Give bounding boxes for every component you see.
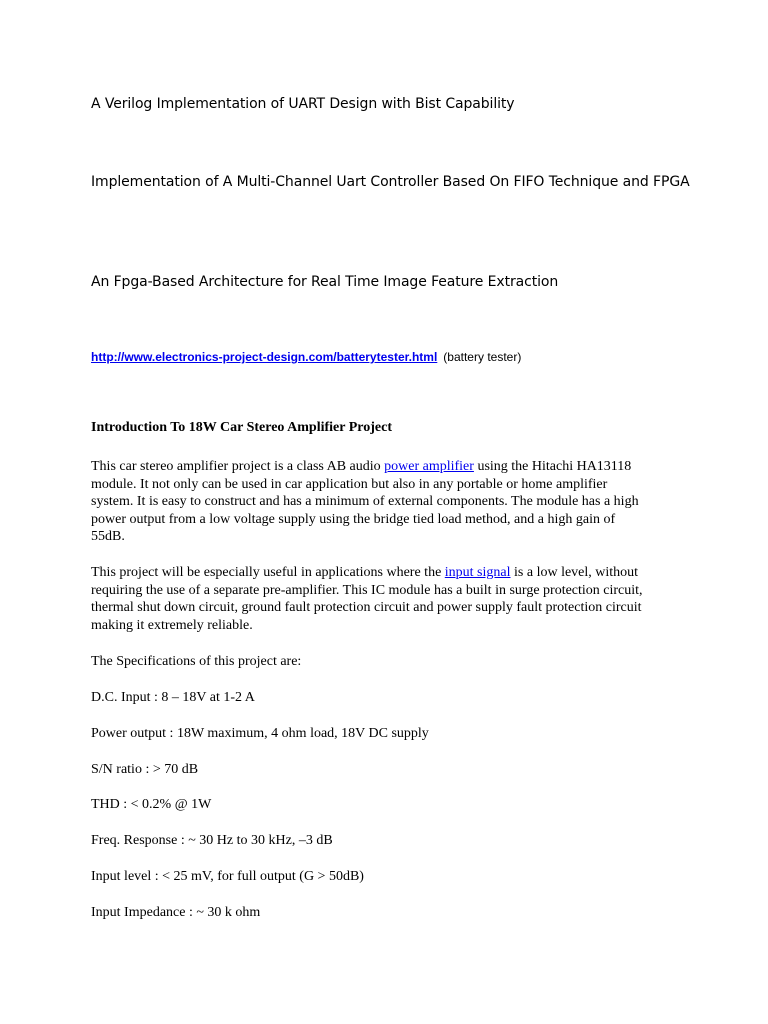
battery-tester-note: (battery tester)	[443, 350, 522, 364]
article-title: Introduction To 18W Car Stereo Amplifier Project	[91, 420, 392, 435]
paragraph-usage	[91, 564, 651, 634]
battery-tester-link-line	[91, 350, 521, 364]
spec-freq-response: Freq. Response : ~ 30 Hz to 30 kHz, –3 dB	[91, 833, 333, 848]
heading-multichannel-uart: Implementation of A Multi-Channel Uart Controller Based On FIFO Technique and FPGA	[91, 174, 690, 190]
power-amplifier-link[interactable]: power amplifier	[384, 459, 474, 474]
spec-sn-ratio: S/N ratio : > 70 dB	[91, 762, 199, 777]
spec-power-output: Power output : 18W maximum, 4 ohm load, 18V DC supply	[91, 726, 429, 741]
spec-input-impedance: Input Impedance : ~ 30 k ohm	[91, 905, 261, 920]
specs-intro: The Specifications of this project are:	[91, 654, 302, 669]
paragraph-usage-text-start: This project will be especially useful in applications where the	[91, 565, 445, 580]
paragraph-intro	[91, 458, 651, 546]
spec-dc-input: D.C. Input : 8 – 18V at 1-2 A	[91, 690, 255, 705]
heading-fpga-architecture: An Fpga-Based Architecture for Real Time Image Feature Extraction	[91, 274, 559, 290]
battery-tester-link[interactable]: http://www.electronics-project-design.com/batterytester.html	[91, 350, 438, 364]
spec-input-level: Input level : < 25 mV, for full output (G > 50dB)	[91, 869, 364, 884]
paragraph-usage-text-end: is a low level, without requiring the use of a separate pre-amplifier. This IC module has a built in surge protection circuit, thermal shut down circuit, ground fault protection circuit and power supply fault protection circuit making it extremely reliable.	[91, 565, 643, 633]
heading-uart-bist: A Verilog Implementation of UART Design with Bist Capability	[91, 96, 515, 112]
paragraph-intro-text-start: This car stereo amplifier project is a class AB audio	[91, 459, 385, 474]
spec-thd: THD : < 0.2% @ 1W	[91, 797, 212, 812]
paragraph-intro-text-end: using the Hitachi HA13118 module. It not only can be used in car application but also in any portable or home amplifier system. It is easy to construct and has a minimum of external components. The module has a high power output from a low voltage supply using the bridge tied load method, and a high gain of 55dB.	[91, 459, 639, 544]
input-signal-link[interactable]: input signal	[444, 565, 511, 580]
